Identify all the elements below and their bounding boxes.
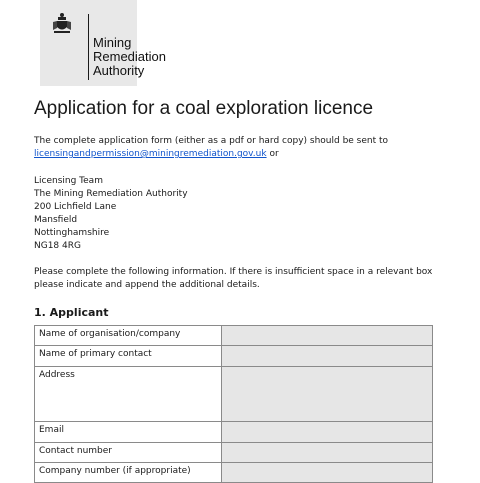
table-row — [35, 367, 433, 422]
logo-divider — [88, 14, 89, 80]
applicant-form-table — [34, 325, 433, 483]
intro-text: The complete application form (either as a pdf or hard copy) should be sent to — [34, 136, 389, 146]
authority-logo — [40, 0, 166, 86]
field-label: Company number (if appropriate) — [35, 463, 222, 483]
logo-wordmark — [93, 36, 166, 78]
address-line: Nottinghamshire — [34, 228, 110, 238]
address-line: NG18 4RG — [34, 241, 81, 251]
logo-line: Authority — [93, 63, 145, 78]
primary-contact-field[interactable] — [222, 346, 433, 367]
field-label: Name of primary contact — [35, 346, 222, 367]
organisation-name-field[interactable] — [222, 326, 433, 346]
address-line: The Mining Remediation Authority — [34, 189, 188, 199]
table-row — [35, 422, 433, 443]
section-heading: 1. Applicant — [34, 306, 109, 319]
logo-line: Mining — [93, 35, 132, 50]
field-label: Address — [35, 367, 222, 422]
table-row — [35, 346, 433, 367]
field-label: Contact number — [35, 443, 222, 463]
intro-link-line — [34, 148, 388, 161]
instructions-line: please indicate and append the additional details. — [34, 280, 260, 290]
table-row — [35, 443, 433, 463]
address-line: Mansfield — [34, 215, 78, 225]
address-line: Licensing Team — [34, 176, 103, 186]
field-label: Name of organisation/company — [35, 326, 222, 346]
table-row — [35, 326, 433, 346]
email-field[interactable] — [222, 422, 433, 443]
contact-number-field[interactable] — [222, 443, 433, 463]
email-link[interactable]: licensingandpermission@miningremediation.gov.uk — [34, 149, 267, 159]
logo-line: Remediation — [93, 49, 166, 64]
instructions-line: Please complete the following information. If there is insufficient space in a relevant box — [34, 267, 433, 277]
page-title: Application for a coal exploration licence — [34, 98, 374, 119]
instructions-paragraph — [34, 266, 432, 292]
royal-crest-icon — [52, 12, 72, 34]
field-label: Email — [35, 422, 222, 443]
postal-address — [34, 175, 188, 253]
intro-or: or — [266, 149, 279, 159]
address-field[interactable] — [222, 367, 433, 422]
address-line: 200 Lichfield Lane — [34, 202, 117, 212]
intro-paragraph — [34, 135, 388, 161]
